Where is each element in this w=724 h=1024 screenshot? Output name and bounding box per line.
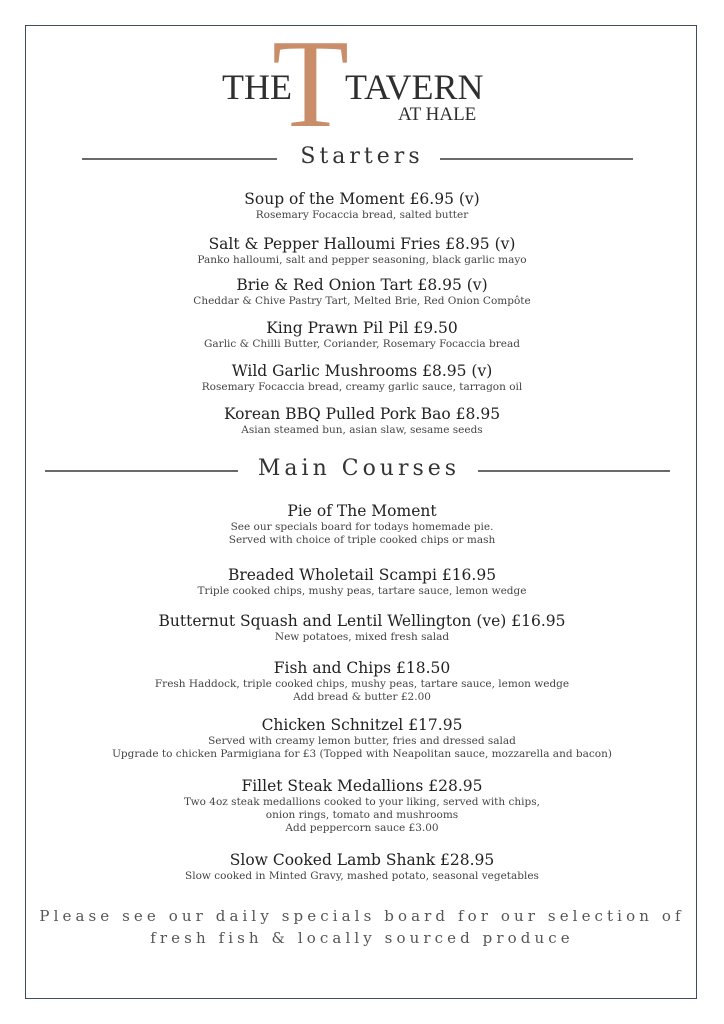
item-name: Fish and Chips £18.50: [273, 659, 451, 677]
item-desc: New potatoes, mixed fresh salad: [274, 631, 450, 643]
item-name: Breaded Wholetail Scampi £16.95: [227, 566, 497, 584]
item-name: Wild Garlic Mushrooms £8.95 (v): [231, 362, 493, 380]
specials-note-line-1: Please see our daily specials board for our selection of: [39, 907, 685, 925]
starters-divider-right: [440, 158, 633, 160]
item-name: Fillet Steak Medallions £28.95: [241, 777, 483, 795]
menu-item: [30, 851, 694, 883]
item-desc: Add peppercorn sauce £3.00: [285, 822, 439, 834]
mains-title: Main Courses: [257, 456, 461, 481]
menu-item: [30, 190, 694, 222]
item-desc: Rosemary Focaccia bread, creamy garlic sauce, tarragon oil: [201, 381, 523, 393]
menu-item: [30, 405, 694, 437]
logo-tavern: TAVERN: [345, 67, 484, 107]
item-name: Korean BBQ Pulled Pork Bao £8.95: [223, 405, 501, 423]
item-name: Soup of the Moment £6.95 (v): [244, 190, 480, 208]
item-name: Brie & Red Onion Tart £8.95 (v): [236, 276, 488, 294]
item-desc: Two 4oz steak medallions cooked to your liking, served with chips,: [184, 796, 540, 808]
item-desc: Served with choice of triple cooked chips or mash: [228, 534, 496, 546]
item-desc: Asian steamed bun, asian slaw, sesame seeds: [241, 424, 483, 436]
menu-item: [30, 235, 694, 267]
menu-item: [30, 319, 694, 351]
menu-item: [30, 362, 694, 394]
item-name: Chicken Schnitzel £17.95: [261, 716, 463, 734]
menu-item: [30, 502, 694, 547]
item-name: Slow Cooked Lamb Shank £28.95: [229, 851, 495, 869]
item-name: Salt & Pepper Halloumi Fries £8.95 (v): [208, 235, 516, 253]
item-desc: Upgrade to chicken Parmigiana for £3 (Topped with Neapolitan sauce, mozzarella and bacon): [112, 748, 612, 760]
item-name: King Prawn Pil Pil £9.50: [266, 319, 458, 337]
specials-note-line-2: fresh fish & locally sourced produce: [150, 929, 574, 947]
starters-divider-left: [82, 158, 277, 160]
item-desc: onion rings, tomato and mushrooms: [265, 809, 459, 821]
menu-item: [30, 612, 694, 644]
menu-item: [30, 566, 694, 598]
mains-divider-left: [45, 470, 238, 472]
logo-the: THE: [222, 67, 292, 107]
item-desc: Add bread & butter £2.00: [293, 691, 431, 703]
menu-item: [30, 777, 694, 835]
item-desc: Garlic & Chilli Butter, Coriander, Rosemary Focaccia bread: [204, 338, 520, 350]
logo-big-t: T: [272, 15, 349, 154]
item-desc: Slow cooked in Minted Gravy, mashed potato, seasonal vegetables: [185, 870, 539, 882]
specials-note: [30, 905, 694, 949]
item-name: Butternut Squash and Lentil Wellington (ve) £16.95: [158, 612, 566, 630]
menu-item: [30, 276, 694, 308]
menu-item: [30, 659, 694, 704]
menu-item: [30, 716, 694, 761]
item-desc: Served with creamy lemon butter, fries and dressed salad: [208, 735, 516, 747]
item-desc: Fresh Haddock, triple cooked chips, mushy peas, tartare sauce, lemon wedge: [154, 678, 570, 690]
mains-divider-right: [478, 470, 670, 472]
starters-title: Starters: [300, 144, 424, 169]
item-desc: See our specials board for todays homemade pie.: [230, 521, 494, 533]
item-desc: Rosemary Focaccia bread, salted butter: [255, 209, 469, 221]
item-desc: Panko halloumi, salt and pepper seasoning, black garlic mayo: [197, 254, 527, 266]
item-desc: Cheddar & Chive Pastry Tart, Melted Brie, Red Onion Compôte: [193, 295, 531, 307]
item-desc: Triple cooked chips, mushy peas, tartare sauce, lemon wedge: [197, 585, 527, 597]
logo-location: AT HALE: [398, 104, 477, 125]
item-name: Pie of The Moment: [287, 502, 437, 520]
